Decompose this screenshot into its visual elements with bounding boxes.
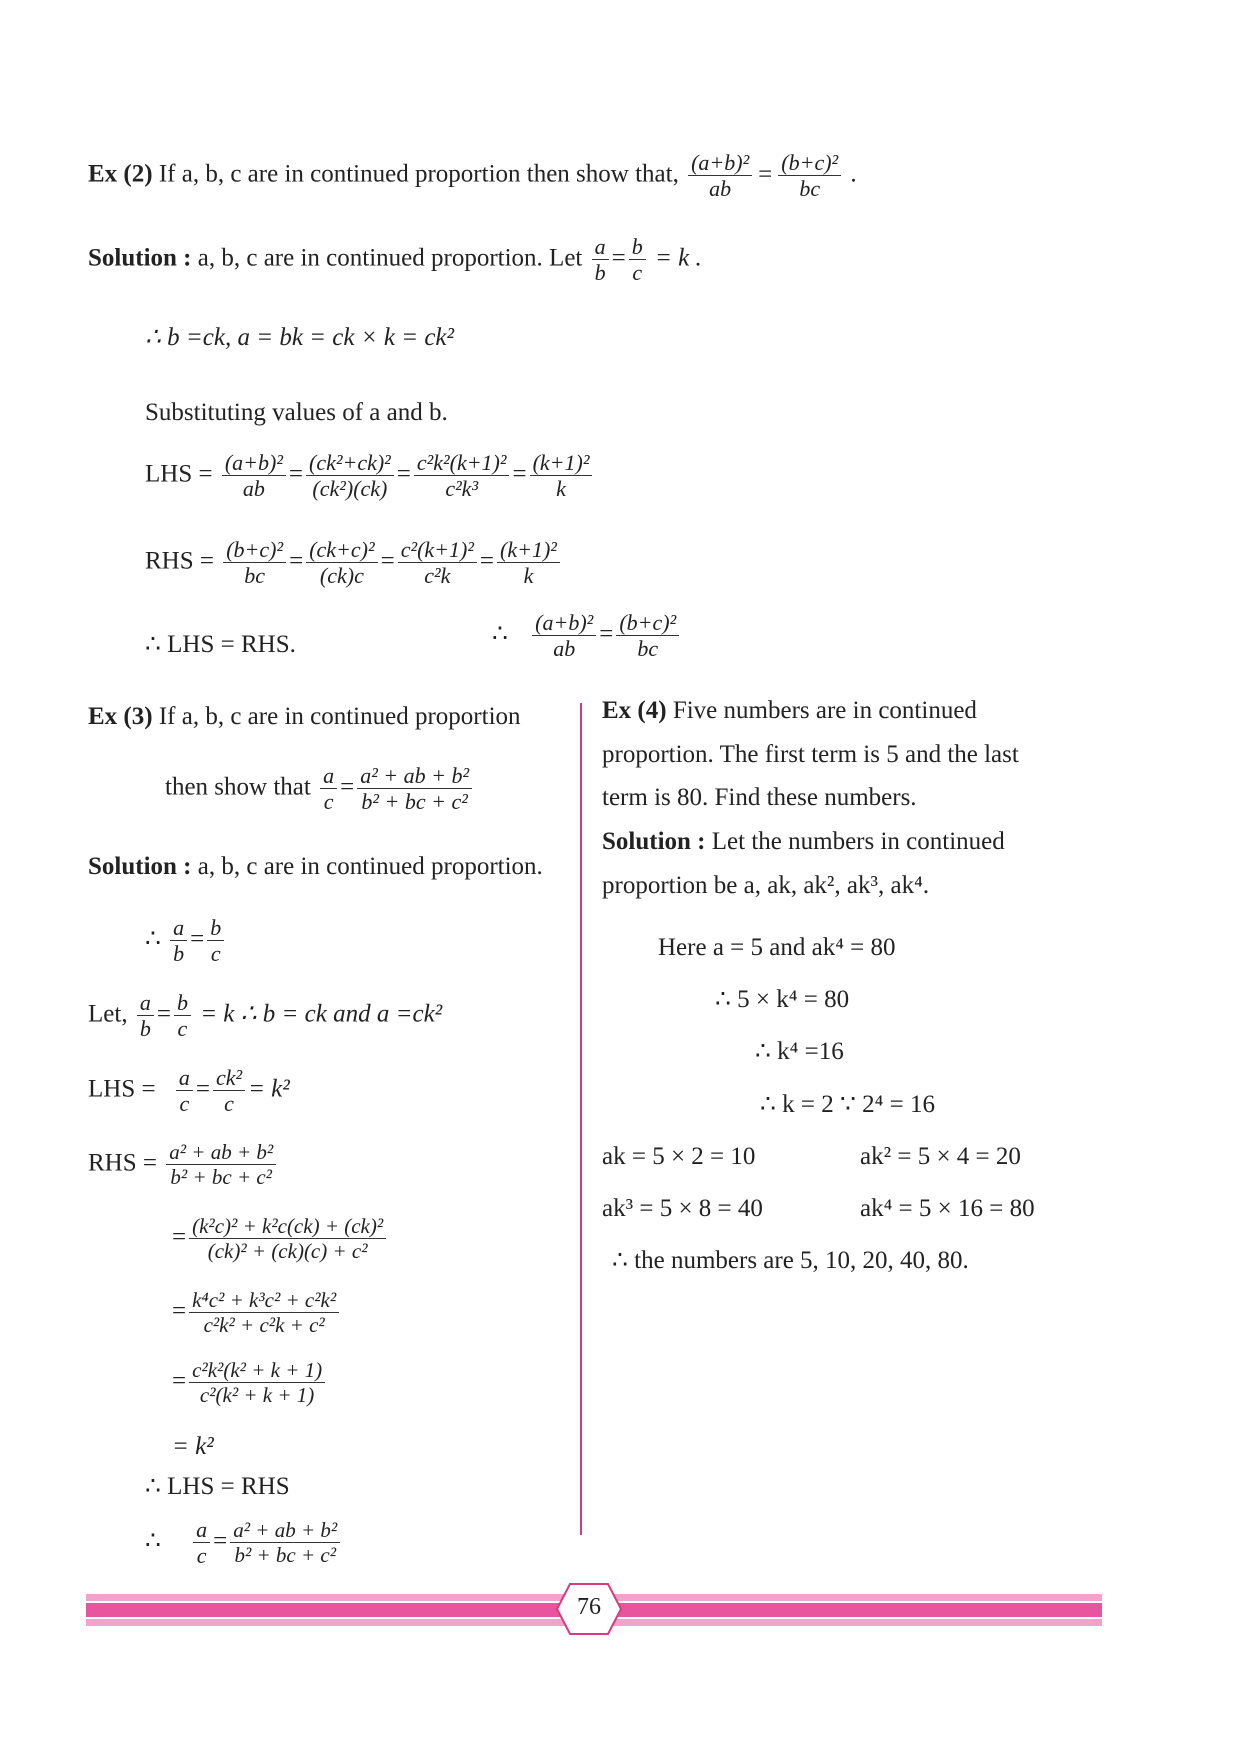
- ex2-lhs-frac1: $\frac{\text{(a+b)²}}{ab}$: [222, 450, 286, 502]
- ex3-solution-text: a, b, c are in continued proportion.: [197, 853, 543, 880]
- ex3-show-text: then show that: [165, 773, 311, 801]
- ex2-lhs-frac3: $\frac{\text{c²k²(k+1)²}}{\text{c²k³}}$: [414, 450, 510, 502]
- ex2-frac-left: $\frac{\text{(a+b)²}}{ab}$: [688, 150, 752, 202]
- ex2-rhs-frac1: $\frac{\text{(b+c)²}}{bc}$: [223, 537, 286, 589]
- ex4-result-ak2: ak² = 5 × 4 = 20: [860, 1143, 1021, 1170]
- ex3-rhs-result: = k²: [172, 1433, 214, 1460]
- ex2-let-frac-ab: $\frac{a}{b}$: [592, 234, 609, 286]
- ex4-result-ak3: ak³ = 5 × 8 = 40: [602, 1195, 763, 1222]
- ex3-label: Ex (3): [88, 703, 153, 730]
- ex3-statement: [88, 702, 521, 732]
- ex3-rhs-label: RHS =: [88, 1149, 157, 1177]
- ex3-solution: [88, 852, 543, 882]
- ex2-let-rest: = k .: [654, 244, 702, 272]
- ex3-show: then show that $\frac{a}{c}$ = $\frac{\text{a² + ab + b²}}{\text{b² + bc + c²}}$: [165, 763, 475, 815]
- ex3-rhs-step2: = $\frac{\text{k⁴c² + k³c² + c²k²}}{\text{c²k² + c²k + c²}}$: [172, 1288, 342, 1337]
- ex4-step2: ∴ k⁴ =16: [755, 1038, 844, 1065]
- ex2-statement: Ex (2) If a, b, c are in continued proportion then show that, $\frac{\text{(a+b)²}}{ab}$ = $\frac{\text{(b+c)²}}{bc}$ .: [88, 150, 857, 202]
- page-number: 76: [577, 1594, 601, 1620]
- ex4-label: Ex (4): [602, 697, 667, 724]
- ex2-lhs-label: LHS =: [145, 460, 213, 488]
- ex2-solution-text: a, b, c are in continued proportion. Let: [197, 244, 583, 272]
- ex3-statement-text: If a, b, c are in continued proportion: [158, 703, 521, 730]
- ex2-solution: Solution : a, b, c are in continued proportion. Let $\frac{a}{b}$ = $\frac{b}{c}$ = k .: [88, 234, 702, 286]
- ex2-rhs-label: RHS =: [145, 547, 214, 575]
- ex3-let-rest: = k ∴ b = ck and a =ck²: [200, 1000, 443, 1028]
- ex3-lhs-result: = k²: [248, 1075, 290, 1103]
- ex3-therefore: ∴: [145, 925, 161, 953]
- ex3-lhs-frac2: $\frac{\text{ck²}}{c}$: [213, 1065, 245, 1117]
- ex2-label: Ex (2): [88, 160, 153, 188]
- ex3-rhs-frac0: $\frac{\text{a² + ab + b²}}{\text{b² + bc + c²}}$: [166, 1140, 276, 1189]
- ex4-here: Here a = 5 and ak⁴ = 80: [658, 934, 896, 961]
- ex3-step1-frac-ab: $\frac{a}{b}$: [170, 915, 187, 967]
- ex2-final-frac-left: $\frac{\text{(a+b)²}}{ab}$: [532, 610, 596, 662]
- ex2-frac-right: $\frac{\text{(b+c)²}}{bc}$: [778, 150, 841, 202]
- ex3-final-frac2: $\frac{\text{a² + ab + b²}}{\text{b² + bc + c²}}$: [230, 1518, 340, 1567]
- ex4-line2: proportion. The first term is 5 and the last: [602, 741, 1019, 768]
- ex3-conclusion: ∴ LHS = RHS: [145, 1473, 290, 1500]
- ex3-lhs-label: LHS =: [88, 1075, 156, 1103]
- column-divider: [580, 703, 582, 1535]
- ex2-lhs: LHS = $\frac{\text{(a+b)²}}{ab}$ = $\frac{\text{(ck²+ck)²}}{\text{(ck²)(ck)}}$ = $\frac{\text{c²k²(k+1)²}}{\text{c²k³}}$ = $\frac{\text{(k+1)²}}{k}$: [145, 450, 595, 502]
- ex3-show-frac2: $\frac{\text{a² + ab + b²}}{\text{b² + bc + c²}}$: [357, 763, 472, 815]
- ex2-line1: ∴ b =ck, a = bk = ck × k = ck²: [145, 324, 455, 351]
- ex4-solution: [602, 827, 1005, 857]
- ex3-rhs: [88, 1140, 279, 1189]
- ex4-line1-text: Five numbers are in continued: [672, 697, 977, 724]
- ex3-final-therefore: ∴: [145, 1527, 161, 1555]
- ex4-solution-text: Let the numbers in continued: [711, 828, 1005, 855]
- ex3-lhs: LHS = $\frac{a}{c}$ = $\frac{\text{ck²}}{c}$ = k²: [88, 1065, 290, 1117]
- ex4-solution-label: Solution :: [602, 828, 706, 855]
- ex2-rhs-frac4: $\frac{\text{(k+1)²}}{k}$: [497, 537, 560, 589]
- ex2-final-therefore: ∴: [492, 620, 508, 648]
- ex3-final: ∴ $\frac{a}{c}$ = $\frac{\text{a² + ab + b²}}{\text{b² + bc + c²}}$: [145, 1517, 343, 1569]
- ex2-conclusion: ∴ LHS = RHS.: [145, 631, 296, 658]
- ex2-rhs-frac2: $\frac{\text{(ck+c)²}}{(ck)c}$: [306, 537, 377, 589]
- ex2-rhs: RHS = $\frac{\text{(b+c)²}}{bc}$ = $\frac{\text{(ck+c)²}}{(ck)c}$ = $\frac{\text{c²(k+1)²}}{\text{c²k}}$ = $\frac{\text{(k+1)²}}{k}$: [145, 537, 563, 589]
- ex3-rhs-frac1: $\frac{\text{(k²c)² + k²c(ck) + (ck)²}}{\text{(ck)² + (ck)(c) + c²}}$: [189, 1214, 386, 1263]
- ex4-result-ak: ak = 5 × 2 = 10: [602, 1143, 756, 1170]
- ex4-line5: proportion be a, ak, ak², ak³, ak⁴.: [602, 872, 930, 899]
- ex4-result-ak4: ak⁴ = 5 × 16 = 80: [860, 1195, 1035, 1222]
- ex3-solution-label: Solution :: [88, 853, 192, 880]
- ex3-let-frac-ab: $\frac{a}{b}$: [137, 990, 154, 1042]
- ex2-lhs-frac2: $\frac{\text{(ck²+ck)²}}{\text{(ck²)(ck)}}$: [306, 450, 394, 502]
- ex2-let-frac-bc: $\frac{b}{c}$: [629, 234, 646, 286]
- ex3-lhs-frac1: $\frac{a}{c}$: [176, 1065, 193, 1117]
- ex3-rhs-step1: = $\frac{\text{(k²c)² + k²c(ck) + (ck)²}}{\text{(ck)² + (ck)(c) + c²}}$: [172, 1214, 389, 1263]
- ex2-final: ∴ $\frac{\text{(a+b)²}}{ab}$ = $\frac{\text{(b+c)²}}{bc}$: [492, 610, 682, 662]
- ex3-show-frac1: $\frac{a}{c}$: [320, 763, 337, 815]
- ex3-rhs-frac3: $\frac{\text{c²k²(k² + k + 1)}}{\text{c²(k² + k + 1)}}$: [189, 1358, 325, 1407]
- ex4-step1: ∴ 5 × k⁴ = 80: [715, 986, 850, 1013]
- ex4-line3: term is 80. Find these numbers.: [602, 784, 917, 811]
- ex2-lhs-frac4: $\frac{\text{(k+1)²}}{k}$: [530, 450, 593, 502]
- ex3-final-frac1: $\frac{a}{c}$: [193, 1517, 210, 1569]
- ex4-final: ∴ the numbers are 5, 10, 20, 40, 80.: [612, 1247, 969, 1274]
- ex3-let: Let, $\frac{a}{b}$ = $\frac{b}{c}$ = k ∴ b = ck and a =ck²: [88, 990, 443, 1042]
- ex3-step1-frac-bc: $\frac{b}{c}$: [207, 915, 224, 967]
- ex3-let-label: Let,: [88, 1000, 128, 1028]
- ex2-rhs-frac3: $\frac{\text{c²(k+1)²}}{\text{c²k}}$: [398, 537, 477, 589]
- ex2-subst: Substituting values of a and b.: [145, 399, 448, 426]
- ex2-solution-label: Solution :: [88, 244, 192, 272]
- ex2-statement-text: If a, b, c are in continued proportion then show that,: [158, 160, 679, 188]
- ex3-step1: ∴ $\frac{a}{b}$ = $\frac{b}{c}$: [145, 915, 227, 967]
- ex3-rhs-step3: = $\frac{\text{c²k²(k² + k + 1)}}{\text{c²(k² + k + 1)}}$: [172, 1358, 328, 1407]
- ex4-step3: ∴ k = 2 ∵ 2⁴ = 16: [760, 1091, 935, 1118]
- ex3-let-frac-bc: $\frac{b}{c}$: [174, 990, 191, 1042]
- ex2-final-frac-right: $\frac{\text{(b+c)²}}{bc}$: [616, 610, 679, 662]
- ex4-line1: [602, 696, 977, 726]
- ex3-rhs-frac2: $\frac{\text{k⁴c² + k³c² + c²k²}}{\text{c²k² + c²k + c²}}$: [189, 1288, 339, 1337]
